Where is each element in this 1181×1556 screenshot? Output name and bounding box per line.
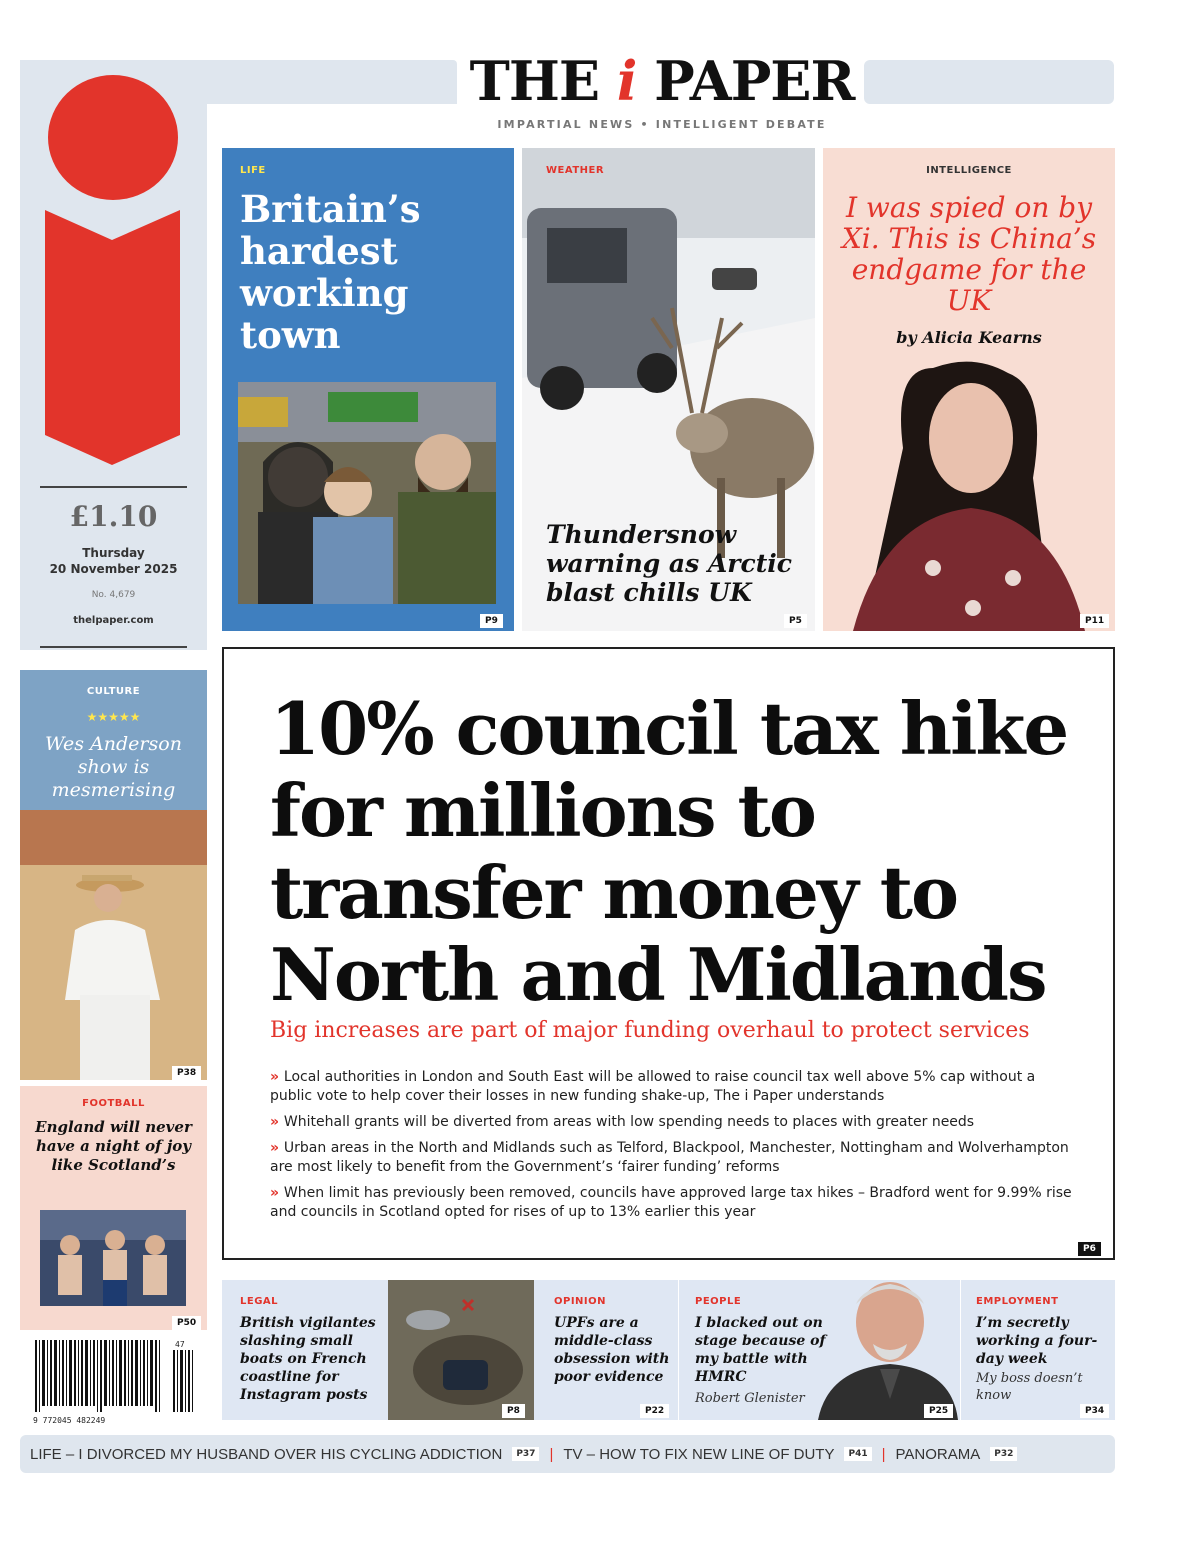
masthead[interactable]: [462, 46, 862, 116]
legal-page-ref: P8: [502, 1404, 525, 1418]
masthead-title-post: PAPER: [636, 49, 855, 113]
barcode-number: 9 772045 482249: [33, 1416, 106, 1425]
opinion-kicker: OPINION: [554, 1296, 607, 1307]
i-logo-dot-icon: [48, 75, 178, 200]
people-byline: Robert Glenister: [695, 1391, 805, 1406]
issue-number: No. 4,679: [91, 590, 136, 600]
tagline: IMPARTIAL NEWS • INTELLIGENT DEBATE: [497, 118, 827, 131]
lead-bullet: » Local authorities in London and South East will be allowed to raise council tax well above 5% cap without a public vote to help cover their losses in new funding shake-up, The i Paper understands: [270, 1068, 1080, 1106]
football-kicker: FOOTBALL: [82, 1098, 145, 1109]
top-strip-right: [864, 60, 1114, 104]
life-kicker: LIFE: [240, 165, 266, 176]
footer-page-ref: P37: [512, 1447, 539, 1461]
boat-debris-photo: [388, 1280, 534, 1420]
employment-page-ref: P34: [1080, 1404, 1109, 1418]
footer-strip: [20, 1435, 1115, 1473]
opinion-headline[interactable]: UPFs are a middle-class obsession with poor evidence: [554, 1315, 670, 1385]
culture-kicker: CULTURE: [86, 686, 141, 697]
family-photo: [238, 382, 496, 604]
opinion-page-ref: P22: [640, 1404, 669, 1418]
footer-item-tv[interactable]: TV – HOW TO FIX NEW LINE OF DUTY: [563, 1445, 835, 1463]
price-rule-top: [40, 486, 187, 488]
issue-date: 20 November 2025: [49, 562, 178, 576]
footer-page-ref: P32: [990, 1447, 1017, 1461]
culture-teaser[interactable]: [20, 670, 207, 1080]
issue-day: Thursday: [82, 546, 145, 560]
site-url[interactable]: thelpaper.com: [73, 615, 154, 626]
football-page-ref: P50: [172, 1316, 201, 1330]
lead-bullets: [270, 1068, 1080, 1229]
lead-bullet: » Whitehall grants will be diverted from areas with low spending needs to places with greater needs: [270, 1113, 1080, 1132]
i-logo-stem-icon: [45, 210, 180, 465]
legal-kicker: LEGAL: [240, 1296, 279, 1307]
employment-headline[interactable]: I’m secretly working a four-day week: [976, 1315, 1098, 1367]
legal-headline[interactable]: British vigilantes slashing small boats on French coastline for Instagram posts: [240, 1315, 376, 1403]
masthead-title: [462, 46, 862, 116]
intelligence-byline: by Alicia Kearns: [896, 328, 1042, 347]
employment-sub: My boss doesn’t know: [976, 1371, 1083, 1403]
footer-separator: |: [881, 1445, 886, 1463]
lead-page-ref: P6: [1078, 1242, 1101, 1256]
masthead-title-pre: THE: [469, 49, 617, 113]
footer-page-ref: P41: [844, 1447, 871, 1461]
masthead-title-i: i: [616, 49, 637, 113]
top-strip-left: [207, 60, 457, 104]
lead-bullet: » When limit has previously been removed, councils have approved large tax hikes – Bradford went for 9.99% rise and councils in Scotland opted for rises of up to 13% earlier this year: [270, 1184, 1080, 1222]
scotland-fans-photo: [40, 1210, 186, 1306]
culture-headline[interactable]: Wes Anderson show is mesmerising: [45, 733, 182, 801]
intelligence-kicker: INTELLIGENCE: [926, 165, 1012, 176]
wes-anderson-photo: [20, 670, 207, 1080]
people-headline[interactable]: I blacked out on stage because of my battle with HMRC: [695, 1315, 826, 1385]
weather-headline[interactable]: Thundersnow warning as Arctic blast chills UK: [546, 520, 792, 607]
price-rule-bottom: [40, 646, 187, 648]
footer-separator: |: [549, 1445, 554, 1463]
barcode-bars-icon: [33, 1340, 198, 1412]
weather-page-ref: P5: [784, 614, 807, 628]
rating-stars-icon: ★★★★★: [86, 710, 141, 724]
employment-kicker: EMPLOYMENT: [976, 1296, 1059, 1307]
lead-headline[interactable]: 10% council tax hike for millions to transfer money to North and Midlands: [270, 686, 1068, 1017]
footer-item-panorama[interactable]: PANORAMA: [895, 1445, 981, 1463]
robert-glenister-photo: [818, 1274, 958, 1420]
barcode: [33, 1340, 198, 1425]
footer-item-life[interactable]: LIFE – I DIVORCED MY HUSBAND OVER HIS CYCLING ADDICTION: [30, 1445, 503, 1463]
people-kicker: PEOPLE: [695, 1296, 742, 1307]
culture-page-ref: P38: [172, 1066, 201, 1080]
people-page-ref: P25: [924, 1404, 953, 1418]
lead-bullet: » Urban areas in the North and Midlands such as Telford, Blackpool, Manchester, Nottingham and Wolverhampton are most likely to benefit from the Government’s ‘fairer funding’ reforms: [270, 1139, 1080, 1177]
life-page-ref: P9: [480, 614, 503, 628]
weather-kicker: WEATHER: [546, 165, 605, 176]
intelligence-headline[interactable]: I was spied on by Xi. This is China’s endgame for the UK: [841, 191, 1097, 317]
football-headline[interactable]: England will never have a night of joy like Scotland’s: [35, 1118, 192, 1174]
life-headline[interactable]: Britain’s hardest working town: [240, 187, 421, 357]
barcode-issue: 47: [175, 1340, 185, 1349]
intelligence-page-ref: P11: [1080, 614, 1109, 628]
lead-subhead: Big increases are part of major funding overhaul to protect services: [270, 1018, 1030, 1043]
price: £1.10: [69, 500, 158, 533]
